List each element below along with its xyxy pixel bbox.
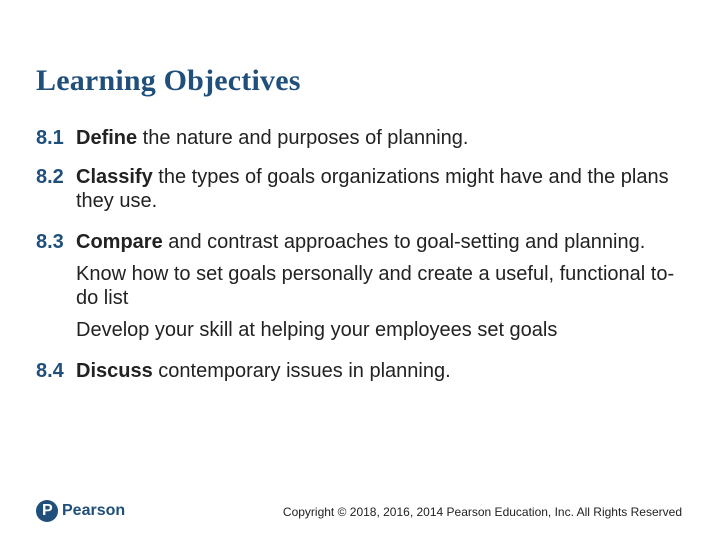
slide-title: Learning Objectives bbox=[36, 64, 301, 97]
pearson-logo-icon bbox=[36, 500, 58, 522]
objective-text: the types of goals organizations might have and the plans they use. bbox=[76, 166, 669, 212]
objective-item bbox=[36, 126, 696, 150]
objective-item bbox=[36, 359, 696, 383]
objective-verb: Compare bbox=[76, 231, 163, 253]
objective-text: contemporary issues in planning. bbox=[152, 360, 451, 382]
objectives-list bbox=[36, 126, 696, 400]
copyright-notice: Copyright © 2018, 2016, 2014 Pearson Education, Inc. All Rights Reserved bbox=[282, 505, 682, 519]
slide-footer bbox=[0, 498, 720, 528]
objective-text: the nature and purposes of planning. bbox=[137, 127, 469, 149]
objective-verb: Discuss bbox=[76, 360, 153, 382]
objective-verb: Define bbox=[76, 127, 138, 149]
objective-number: 8.3 bbox=[36, 231, 64, 253]
objective-sub-point: Develop your skill at helping your employees set goals bbox=[76, 319, 558, 341]
objective-number: 8.2 bbox=[36, 166, 64, 188]
pearson-logo-letter: P bbox=[42, 502, 53, 519]
objective-number: 8.4 bbox=[36, 360, 64, 382]
objective-number: 8.1 bbox=[36, 127, 64, 149]
pearson-logo-text: Pearson bbox=[62, 502, 126, 519]
pearson-logo bbox=[36, 500, 125, 522]
objective-item bbox=[36, 165, 696, 213]
objective-text: and contrast approaches to goal-setting and planning. bbox=[162, 231, 646, 253]
objective-verb: Classify bbox=[76, 166, 153, 188]
objective-item bbox=[36, 230, 696, 342]
objective-sub-point: Know how to set goals personally and create a useful, functional to-do list bbox=[76, 263, 675, 309]
